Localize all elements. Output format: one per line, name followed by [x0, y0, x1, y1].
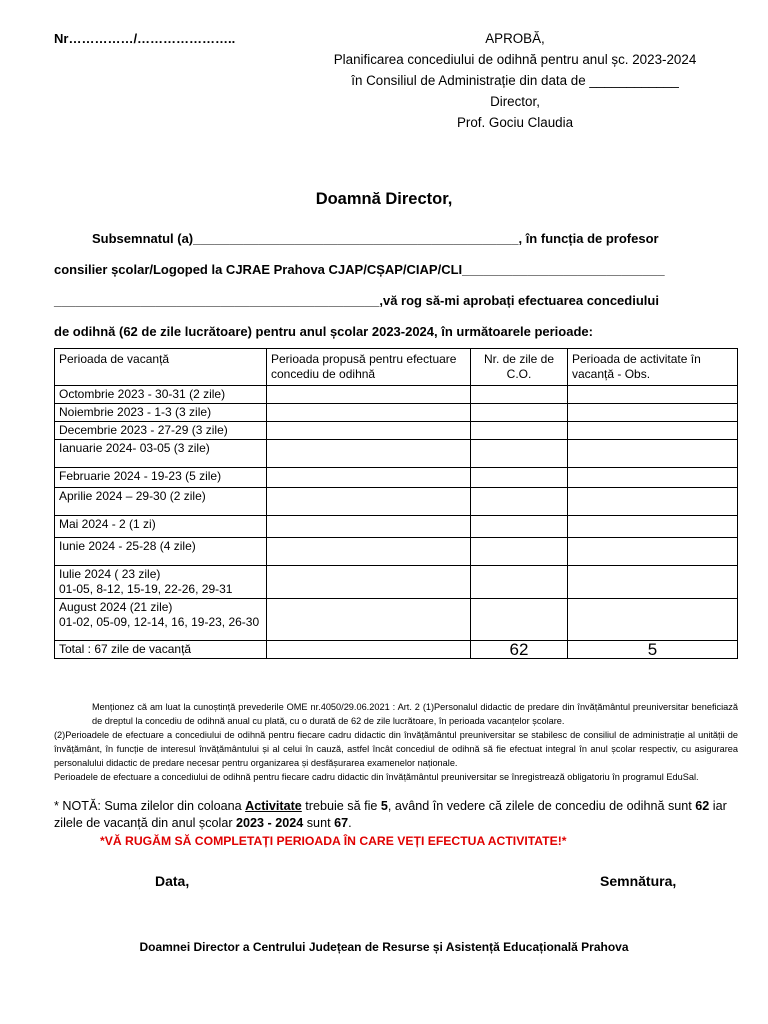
table-row: [55, 566, 738, 599]
legal-note: [54, 700, 738, 784]
body-line-2: consilier școlar/Logoped la CJRAE Prahova CJAP/CȘAP/CIAP/CLI____________________________: [54, 262, 665, 277]
activity-period-cell[interactable]: [568, 566, 738, 599]
approval-director-label: Director,: [490, 94, 540, 109]
leave-days-cell[interactable]: [471, 386, 568, 404]
total-label: Total : 67 zile de vacanță: [55, 641, 267, 659]
vacation-period-cell: [55, 422, 267, 440]
proposed-period-cell[interactable]: [267, 566, 471, 599]
proposed-period-cell[interactable]: [267, 538, 471, 566]
addressee-footer: Doamnei Director a Centrului Județean de Resurse și Asistență Educațională Prahova: [139, 940, 629, 954]
vacation-period-cell: [55, 468, 267, 488]
sum-note-activity-word: Activitate: [245, 799, 302, 813]
table-row: [55, 488, 738, 516]
header-leave-days: Nr. de zile de C.O.: [471, 349, 568, 386]
total-leave-days: 62: [471, 641, 568, 659]
leave-days-cell[interactable]: [471, 566, 568, 599]
activity-period-cell[interactable]: [568, 538, 738, 566]
vacation-period-cell: [55, 516, 267, 538]
activity-period-cell[interactable]: [568, 599, 738, 641]
vacation-period-cell: [55, 440, 267, 468]
legal-note-p1: Menționez că am luat la cunoștință prevederile OME nr.4050/29.06.2021 : Art. 2 (1)Personalul didactic de predare din învățământul preuniversitar beneficiază de dreptul la concediu de odihnă anual cu plată, cu o durată de 62 de zile lucrătoare, în perioada vacanțelor școlare.: [92, 702, 738, 726]
proposed-period-cell[interactable]: [267, 599, 471, 641]
table-row: [55, 516, 738, 538]
vacation-period-label: Februarie 2024 - 19-23 (5 zile): [59, 469, 222, 483]
activity-period-cell[interactable]: [568, 422, 738, 440]
sum-note-text: * NOTĂ: Suma zilelor din coloana: [54, 799, 246, 813]
table-row: [55, 468, 738, 488]
body-line-1: Subsemnatul (a)_____________________________________________, în funcția de profesor: [92, 231, 659, 246]
leave-days-cell[interactable]: [471, 488, 568, 516]
proposed-period-cell[interactable]: [267, 386, 471, 404]
sum-note-school-year: 2023 - 2024: [236, 816, 304, 830]
table-row: [55, 440, 738, 468]
header-vacation-period: Perioada de vacanță: [55, 349, 267, 386]
body-line-3: _____________________________________________,vă rog să-mi aprobați efectuarea concediului: [54, 293, 659, 308]
sum-note-text: .: [348, 816, 352, 830]
table-row: [55, 599, 738, 641]
legal-note-p3: Perioadele de efectuare a concediului de odihnă pentru fiecare cadru didactic din învățământul preuniversitar se înregistrează obligatoriu în programul EduSal.: [54, 772, 699, 782]
sum-note-text: trebuie să fie: [301, 799, 381, 813]
activity-period-cell[interactable]: [568, 440, 738, 468]
header-proposed-period: Perioada propusă pentru efectuare concediu de odihnă: [267, 349, 471, 386]
vacation-period-cell: [55, 599, 267, 641]
leave-days-cell[interactable]: [471, 538, 568, 566]
header-activity-period: Perioada de activitate în vacanță - Obs.: [568, 349, 738, 386]
vacation-period-cell: [55, 566, 267, 599]
vacation-period-cell: [55, 488, 267, 516]
approval-label: APROBĂ,: [485, 31, 545, 46]
activity-period-cell[interactable]: [568, 516, 738, 538]
leave-days-cell[interactable]: [471, 422, 568, 440]
date-label: Data,: [155, 873, 190, 889]
table-header-row: [55, 349, 738, 386]
vacation-period-label: Iunie 2024 - 25-28 (4 zile): [59, 539, 196, 553]
table-row: [55, 386, 738, 404]
vacation-period-label: Iulie 2024 ( 23 zile): [59, 567, 161, 581]
proposed-period-cell[interactable]: [267, 488, 471, 516]
fill-activity-warning: *VĂ RUGĂM SĂ COMPLETAȚI PERIOADA ÎN CARE VEȚI EFECTUA ACTIVITATE!*: [100, 834, 567, 848]
vacation-period-label: Octombrie 2023 - 30-31 (2 zile): [59, 387, 226, 401]
vacation-period-label: Noiembrie 2023 - 1-3 (3 zile): [59, 405, 212, 419]
letter-salutation: Doamnă Director,: [315, 190, 453, 208]
total-proposed-cell: [267, 641, 471, 659]
legal-note-p2: (2)Perioadele de efectuare a concediului de odihnă pentru fiecare cadru didactic din învățământul preuniversitar se stabilesc de consiliul de administrație al unității de învățământ, în funcție de interesul învățământului și al celui în cauză, astfel încât concediul de odihnă să fie efectuat integral în anul școlar respectiv, cu asigurarea personalului didactic de predare necesar pentru organizarea și desfășurarea examenelor naționale.: [54, 730, 738, 768]
activity-period-cell[interactable]: [568, 468, 738, 488]
vacation-period-label: August 2024 (21 zile): [59, 600, 173, 614]
body-line-4: de odihnă (62 de zile lucrătoare) pentru anul școlar 2023-2024, în următoarele perioade:: [54, 324, 593, 339]
leave-days-cell[interactable]: [471, 404, 568, 422]
leave-days-cell[interactable]: [471, 440, 568, 468]
approval-director-name: Prof. Gociu Claudia: [456, 115, 574, 130]
registration-number: Nr……………/…………………..: [54, 31, 236, 46]
table-row: [55, 404, 738, 422]
vacation-period-cell: [55, 404, 267, 422]
leave-days-cell[interactable]: [471, 599, 568, 641]
activity-period-cell[interactable]: [568, 386, 738, 404]
leave-days-cell[interactable]: [471, 468, 568, 488]
sum-note-text: iar zilele de vacanță din anul școlar: [54, 799, 727, 830]
sum-note-vacation-days: 67: [334, 816, 349, 830]
table-row: [55, 422, 738, 440]
proposed-period-cell[interactable]: [267, 468, 471, 488]
vacation-period-label: Aprilie 2024 – 29-30 (2 zile): [59, 489, 206, 503]
sum-note-text: sunt: [303, 816, 335, 830]
sum-note-activity-days: 5: [380, 799, 388, 813]
total-activity-days: 5: [568, 641, 738, 659]
vacation-period-cell: [55, 386, 267, 404]
vacation-period-dates: 01-05, 8-12, 15-19, 22-26, 29-31: [59, 582, 233, 596]
leave-days-cell[interactable]: [471, 516, 568, 538]
proposed-period-cell[interactable]: [267, 422, 471, 440]
activity-period-cell[interactable]: [568, 488, 738, 516]
table-total-row: [55, 641, 738, 659]
vacation-period-dates: 01-02, 05-09, 12-14, 16, 19-23, 26-30: [59, 615, 260, 629]
approval-header: [300, 28, 730, 133]
signature-label: Semnătura,: [600, 873, 677, 889]
leave-periods-table: [54, 348, 738, 659]
table-row: [55, 538, 738, 566]
activity-period-cell[interactable]: [568, 404, 738, 422]
proposed-period-cell[interactable]: [267, 440, 471, 468]
vacation-period-label: Ianuarie 2024- 03-05 (3 zile): [59, 441, 210, 455]
approval-planning-line: Planificarea concediului de odihnă pentru anul șc. 2023-2024: [333, 52, 697, 67]
sum-note: [54, 798, 744, 832]
proposed-period-cell[interactable]: [267, 404, 471, 422]
vacation-period-cell: [55, 538, 267, 566]
sum-note-text: , având în vedere că zilele de concediu de odihnă sunt: [387, 799, 696, 813]
sum-note-leave-days: 62: [695, 799, 710, 813]
vacation-period-label: Mai 2024 - 2 (1 zi): [59, 517, 156, 531]
approval-council-line: în Consiliul de Administrație din data de ____________: [351, 73, 679, 88]
vacation-period-label: Decembrie 2023 - 27-29 (3 zile): [59, 423, 228, 437]
proposed-period-cell[interactable]: [267, 516, 471, 538]
